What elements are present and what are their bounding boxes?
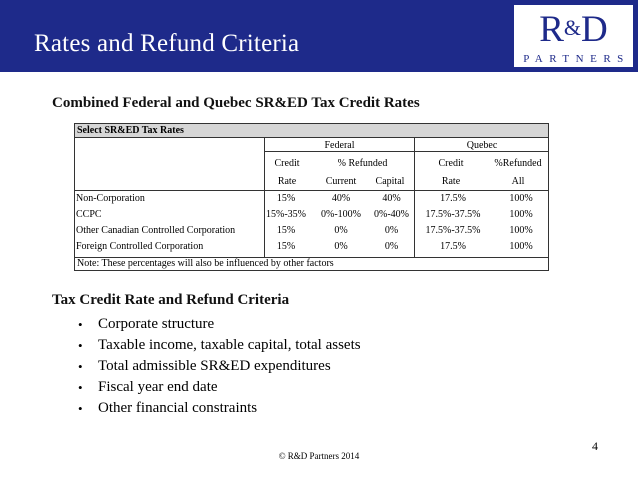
cell-quebec-rate: 17.5% [440, 241, 466, 252]
list-item [78, 314, 361, 335]
logo-partners-text: PARTNERS [523, 53, 630, 65]
cell-capital: 0%-40% [374, 209, 409, 220]
cell-capital: 40% [382, 193, 401, 204]
row-label: Other Canadian Controlled Corporation [76, 225, 236, 236]
cell-all: 100% [509, 193, 533, 204]
bullet-dot-icon: • [78, 317, 83, 332]
list-item [78, 398, 361, 419]
bullet-dot-icon: • [78, 338, 83, 353]
logo-letter-r: R [539, 9, 564, 50]
logo-letter-d: D [581, 9, 608, 50]
table-note: Note: These percentages will also be influenced by other factors [77, 258, 334, 269]
header-federal: Federal [324, 140, 355, 151]
slide-title: Rates and Refund Criteria [34, 30, 300, 57]
header-pct-refunded: % Refunded [337, 158, 388, 169]
bullet-dot-icon: • [78, 380, 83, 395]
header-quebec-credit: Credit [438, 158, 464, 169]
criteria-list [78, 314, 361, 419]
cell-quebec-rate: 17.5% [440, 193, 466, 204]
rd-partners-logo [513, 4, 634, 68]
cell-current: 0%-100% [321, 209, 361, 220]
header-federal-credit: Credit [274, 158, 300, 169]
logo-ampersand: & [563, 15, 582, 40]
logo-wordmark [514, 7, 633, 51]
cell-all: 100% [509, 225, 533, 236]
list-item [78, 377, 361, 398]
header-all: All [511, 176, 525, 187]
row-label: CCPC [76, 209, 102, 220]
divider-header-body [75, 190, 548, 191]
copyright-footer: © R&D Partners 2014 [278, 451, 360, 461]
table-caption: Select SR&ED Tax Rates [75, 124, 548, 138]
cell-federal-rate: 15% [276, 225, 296, 236]
header-current: Current [325, 176, 357, 187]
bullet-dot-icon: • [78, 359, 83, 374]
page-number: 4 [592, 439, 598, 453]
list-item-text: Other financial constraints [98, 400, 258, 416]
list-item-text: Fiscal year end date [98, 379, 218, 395]
cell-federal-rate: 15% [276, 241, 296, 252]
header-quebec-rate: Rate [441, 176, 461, 187]
cell-federal-rate: 15%-35% [266, 209, 306, 220]
bullet-dot-icon: • [78, 401, 83, 416]
cell-current: 0% [334, 241, 348, 252]
list-item [78, 356, 361, 377]
row-label: Non-Corporation [76, 193, 145, 204]
header-federal-rate: Rate [277, 176, 297, 187]
cell-all: 100% [509, 241, 533, 252]
list-item-text: Taxable income, taxable capital, total assets [98, 337, 361, 353]
cell-quebec-rate: 17.5%-37.5% [425, 225, 481, 236]
tax-rates-table [74, 123, 549, 271]
cell-current: 40% [331, 193, 351, 204]
header-quebec: Quebec [466, 140, 498, 151]
cell-current: 0% [334, 225, 348, 236]
header-quebec-refunded: %Refunded [494, 158, 542, 169]
cell-capital: 0% [384, 241, 399, 252]
cell-quebec-rate: 17.5%-37.5% [425, 209, 481, 220]
list-item-text: Total admissible SR&ED expenditures [98, 358, 331, 374]
cell-all: 100% [509, 209, 533, 220]
row-label: Foreign Controlled Corporation [76, 241, 204, 252]
cell-federal-rate: 15% [276, 193, 296, 204]
cell-capital: 0% [384, 225, 399, 236]
section-title-criteria: Tax Credit Rate and Refund Criteria [52, 292, 290, 308]
list-item [78, 335, 361, 356]
title-banner [0, 0, 638, 72]
list-item-text: Corporate structure [98, 316, 215, 332]
section-title-rates: Combined Federal and Quebec SR&ED Tax Credit Rates [52, 95, 420, 111]
header-capital: Capital [375, 176, 405, 187]
